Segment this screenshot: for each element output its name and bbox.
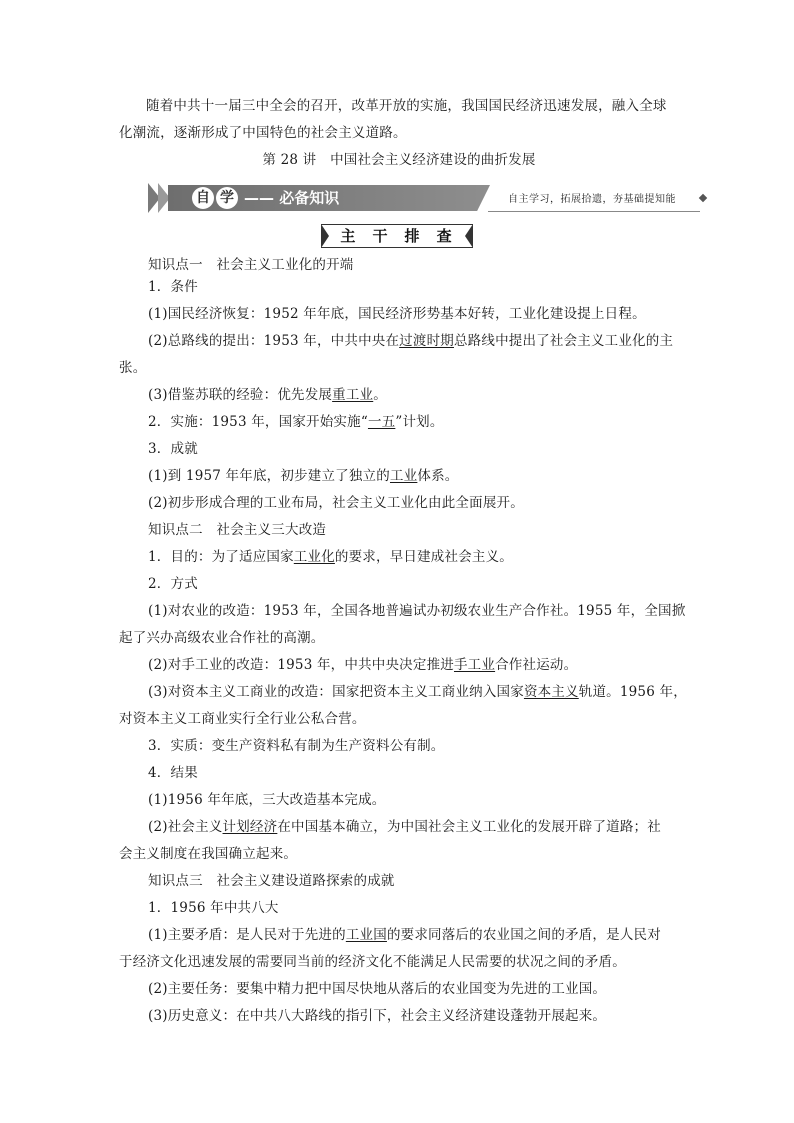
banner-underline — [488, 211, 700, 212]
kp1-s1: 1．条件 — [148, 279, 198, 295]
kp1-s1-2: (2)总路线的提出：1953 年，中共中央在过渡时期总路线中提出了社会主义工业化的主 — [148, 333, 674, 349]
kp3-heading: 知识点三 社会主义建设道路探索的成就 — [148, 873, 395, 889]
kp2-s2: 2．方式 — [148, 576, 198, 592]
kp2-s3: 3．实质：变生产资料私有制为生产资料公有制。 — [148, 738, 445, 754]
kp2-s4-1: (1)1956 年年底，三大改造基本完成。 — [148, 792, 386, 808]
kp2-s2-3-cont: 对资本主义工商业实行全行业公私合营。 — [119, 711, 366, 727]
kp1-s3-2: (2)初步形成合理的工业布局，社会主义工业化由此全面展开。 — [148, 495, 524, 511]
section-tag-char: 排 — [404, 227, 422, 245]
banner-title: —— 必备知识 — [244, 189, 340, 207]
kp1-heading: 知识点一 社会主义工业化的开端 — [148, 257, 354, 273]
kp3-s1-3: (3)历史意义：在中共八大路线的指引下，社会主义经济建设蓬勃开展起来。 — [148, 1008, 607, 1024]
banner-char-2: 学 — [216, 187, 238, 209]
kp2-s4-2-cont: 会主义制度在我国确立起来。 — [119, 846, 298, 862]
blank-answer: 工业国 — [345, 927, 387, 943]
blank-answer: 手工业 — [453, 657, 496, 673]
kp3-s1-2: (2)主要任务：要集中精力把中国尽快地从落后的农业国变为先进的工业国。 — [148, 981, 607, 997]
blank-answer: 工业化 — [293, 549, 335, 565]
blank-answer: 重工业 — [332, 387, 374, 403]
intro-line-1: 随着中共十一届三中全会的召开，改革开放的实施，我国国民经济迅速发展，融入全球 — [146, 98, 667, 114]
blank-answer: 计划经济 — [222, 819, 278, 835]
section-tag-box — [321, 224, 472, 248]
kp2-s2-1-cont: 起了兴办高级农业合作社的高潮。 — [119, 630, 325, 646]
section-tag — [0, 224, 794, 248]
diamond-icon — [699, 194, 707, 202]
kp2-s4: 4．结果 — [148, 765, 198, 781]
section-tag-char: 主 — [340, 227, 358, 245]
kp1-s3-1: (1)到 1957 年年底，初步建立了独立的工业体系。 — [148, 468, 459, 484]
section-tag-char: 干 — [372, 227, 390, 245]
kp2-s4-2: (2)社会主义计划经济在中国基本确立，为中国社会主义工业化的发展开辟了道路；社 — [148, 819, 661, 835]
banner-char-1: 自 — [192, 187, 214, 209]
kp2-s1: 1．目的：为了适应国家工业化的要求，早日建成社会主义。 — [148, 549, 514, 565]
banner-subtitle: 自主学习，拓展拾遗，夯基础提知能 — [508, 194, 676, 205]
kp1-s1-3: (3)借鉴苏联的经验：优先发展重工业。 — [148, 387, 387, 403]
kp2-heading: 知识点二 社会主义三大改造 — [148, 522, 327, 538]
blank-answer: 资本主义 — [523, 684, 579, 700]
kp3-s1-1-cont: 于经济文化迅速发展的需要同当前的经济文化不能满足人民需要的状况之间的矛盾。 — [119, 954, 626, 970]
blank-answer: 过渡时期 — [399, 333, 454, 349]
section-tag-char: 查 — [436, 227, 454, 245]
kp3-s1-1: (1)主要矛盾：是人民对于先进的工业国的要求同落后的农业国之间的矛盾，是人民对 — [148, 927, 661, 943]
kp1-s3: 3．成就 — [148, 441, 198, 457]
blank-answer: 一五 — [367, 414, 396, 430]
blank-answer: 工业 — [389, 468, 418, 484]
kp2-s2-2: (2)对手工业的改造：1953 年，中共中央决定推进手工业合作社运动。 — [148, 657, 578, 673]
kp1-s2: 2．实施：1953 年，国家开始实施“一五”计划。 — [148, 414, 444, 430]
kp1-s1-1: (1)国民经济恢复：1952 年年底，国民经济形势基本好转，工业化建设提上日程。 — [148, 306, 646, 322]
kp2-s2-1: (1)对农业的改造：1953 年，全国各地普遍试办初级农业生产合作社。1955 年，全国掀 — [148, 603, 686, 619]
self-study-banner — [148, 183, 708, 213]
kp2-s2-3: (3)对资本主义工商业的改造：国家把资本主义工商业纳入国家资本主义轨道。1956 年， — [148, 684, 687, 700]
kp3-s1: 1．1956 年中共八大 — [148, 900, 279, 916]
intro-line-2: 化潮流，逐渐形成了中国特色的社会主义道路。 — [119, 125, 407, 141]
kp1-s1-2-cont: 张。 — [119, 360, 147, 376]
lesson-title: 第 28 讲 中国社会主义经济建设的曲折发展 — [262, 152, 536, 168]
